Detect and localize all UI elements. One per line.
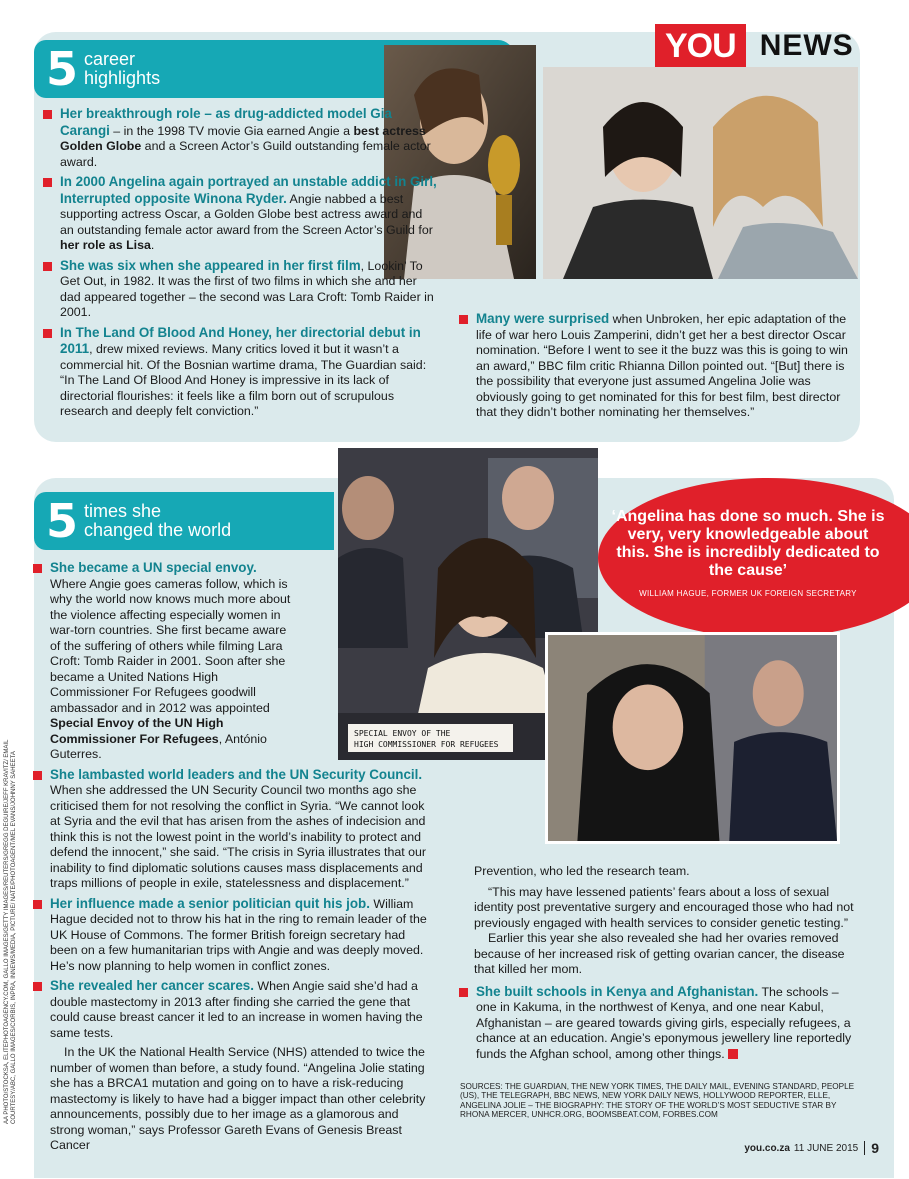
section-header-world [34,492,334,550]
issue-date: 11 JUNE 2015 [793,1142,859,1154]
news-label: NEWS [759,29,854,62]
paragraph-continued: Prevention, who led the research team. [474,864,690,878]
quote-attribution: WILLIAM HAGUE, FORMER UK FOREIGN SECRETARY [639,589,857,598]
section-label: times she changed the world [84,501,232,540]
list-item: In The Land Of Blood And Honey, her directorial debut in 2011, drew mixed reviews. Many critics loved it but it wasn’t a commercial hit. Of the Bosnian wartime drama, The Guardian said: “In The Land Of Blood And Honey is impressive in its lack of directorial flourishes: it feels like a film born out of scrupulous research and deeply felt conviction.” [40,325,438,420]
paragraph-ovaries: Earlier this year she also revealed she had her ovaries removed because of her increased risk of getting ovarian cancer, the disease that killed her mom. [474,931,845,976]
section-number: 5 [46,42,79,96]
bullet-square-icon [43,178,52,187]
photo-girl-interrupted [543,67,858,279]
paragraph-nhs: In the UK the National Health Service (NHS) attended to twice the number of women than before, a study found. “Angelina Jolie stating she has a BRCA1 mutation and going on to have a risk-reducing mastectomy is likely to have had a bigger impact than other celebrity announcements, possibly due to her image as a glamorous and strong woman,” says Professor Gareth Evans of Genesis Breast Cancer [50,1045,426,1152]
photo-headscarf [545,632,840,844]
list-item: Many were surprised when Unbroken, her epic adaptation of the life of war hero Louis Zamperini, didn’t get her a best director Oscar nomination. “Before I went to see it the buzz was this is going to win an award,” BBC film critic Rhianna Dillon pointed out. “[But] there is the possibility that everyone just assumed Angelina Jolie was obviously going to get nominated for this for best film, best director that they didn’t bother nominating her themselves.” [456,311,852,421]
bullet-square-icon [33,982,42,991]
bullet-square-icon [43,262,52,271]
list-item: Her influence made a senior politician quit his job. William Hague decided not to throw his hat in the ring to remain leader of the UK House of Commons. The former British foreign secretary had been on a few humanitarian trips with Angie and was deeply moved. He’s now planning to help women in conflict zones. [30,896,428,975]
list-item: She was six when she appeared in her first film, Lookin’ To Get Out, in 1982. It was the first of two films in which she and her dad appeared together – the second was Lara Croft: Tomb Raider in 2001. [40,258,438,321]
bullet-square-icon [43,110,52,119]
you-logo: YOU [655,24,746,68]
folio-divider [864,1141,865,1155]
bullet-square-icon [33,771,42,780]
bullet-square-icon [459,315,468,324]
career-column-right [456,311,852,425]
list-item: In 2000 Angelina again portrayed an unstable addict in Girl, Interrupted opposite Winona Ryder. Angie nabbed a best supporting actress Oscar, a Golden Globe best actress award and an outstanding female actor award from the Screen Actor’s Guild for her role as Lisa. [40,174,438,254]
list-item: Her breakthrough role – as drug-addicted model Gia Carangi – in the 1998 TV movie Gia earned Angie a best actress Golden Globe and a Screen Actor’s Guild outstanding female actor award. [40,106,438,170]
site-url: you.co.za [744,1142,790,1154]
bullet-square-icon [43,329,52,338]
career-column-left [40,106,438,424]
photo-credits: AA PHOTO/STOCKSA, ELITEPHOTOAGENCY.COM, GALLO IMAGES/GETTY IMAGES/REUTERS/GREGG DEGUIRE/JEFF KRAVITZ/ EMAIL COURTESY/ABC, GALLO IMAGES/CORBIS, INPRA, INNEWS/MEDIA, PICTURE/ NATE/PHOTOAGENT/MEL EVANS/JOHNNY SAHEETA [4,739,17,1124]
list-item: She lambasted world leaders and the UN Security Council. When she addressed the UN Security Council two months ago she criticised them for not resolving the conflict in Syria. “We cannot look at Syria and the evil that has arisen from the ashes of indecision and think this is not the lowest point in the world’s inability to protect and defend the innocent,” she said. “The crisis in Syria illustrates that our inability to find diplomatic solutions causes mass displacements and traps millions of people in exile, statelessness and displacement.” [30,767,428,892]
pull-quote: ‘Angelina has done so much. She is very, very knowledgeable about this. She is incredibly dedicated to the cause’ [611,508,885,579]
bullet-square-icon [33,564,42,573]
world-column-left [30,560,428,1154]
list-item: She built schools in Kenya and Afghanistan. The schools – one in Kakuma, in the northwest of Kenya, and one near Kabul, Afghanistan – are geared towards giving girls, especially refugees, a chance at an education. Angie’s eponymous jewellery line reportedly funds the Afghan school, among other things. [456,984,856,1063]
section-label: career highlights [84,49,161,88]
masthead [655,24,854,68]
section-number: 5 [46,494,79,548]
placard-line-2: HIGH COMMISSIONER FOR REFUGEES [354,740,499,749]
page-number: 9 [871,1140,879,1156]
end-mark-icon [728,1049,738,1059]
sources: SOURCES: THE GUARDIAN, THE NEW YORK TIMES, THE DAILY MAIL, EVENING STANDARD, PEOPLE (US), THE TELEGRAPH, BBC NEWS, NEW YORK DAILY NEWS, HOLLYWOOD REPORTER, ELLE, ANGELINA JOLIE – THE BIOGRAPHY: THE STORY OF THE WORLD’S MOST SEDUCTIVE STAR BY RHONA MERCER, UNHCR.ORG, BOOMSBEAT.COM, FORBES.COM [460,1082,855,1120]
bullet-square-icon [33,900,42,909]
page-folio [744,1140,879,1156]
list-item: She revealed her cancer scares. When Angie said she’d had a double mastectomy in 2013 after finding she carried the gene that could cause breast cancer it led to an increase in women having the same tests. [30,978,428,1041]
placard-line-1: SPECIAL ENVOY OF THE [354,729,451,738]
paragraph-fears: “This may have lessened patients’ fears about a loss of sexual identity post preventative surgery and encouraged those who had not previously engaged with health services to consider genetic testing.” [474,884,854,930]
world-column-right [456,864,856,1066]
bullet-square-icon [459,988,468,997]
list-item: She became a UN special envoy. Where Angie goes cameras follow, which is why the world now knows much more about the violence affecting especially women in war-torn countries. She first became aware of the suffering of others while filming Lara Croft: Tomb Raider in 2001. Soon after she became a United Nations High Commissioner For Refugees goodwill ambassador and in 2012 was appointed Special Envoy of the UN High Commissioner For Refugees, António Guterres. [30,560,292,763]
